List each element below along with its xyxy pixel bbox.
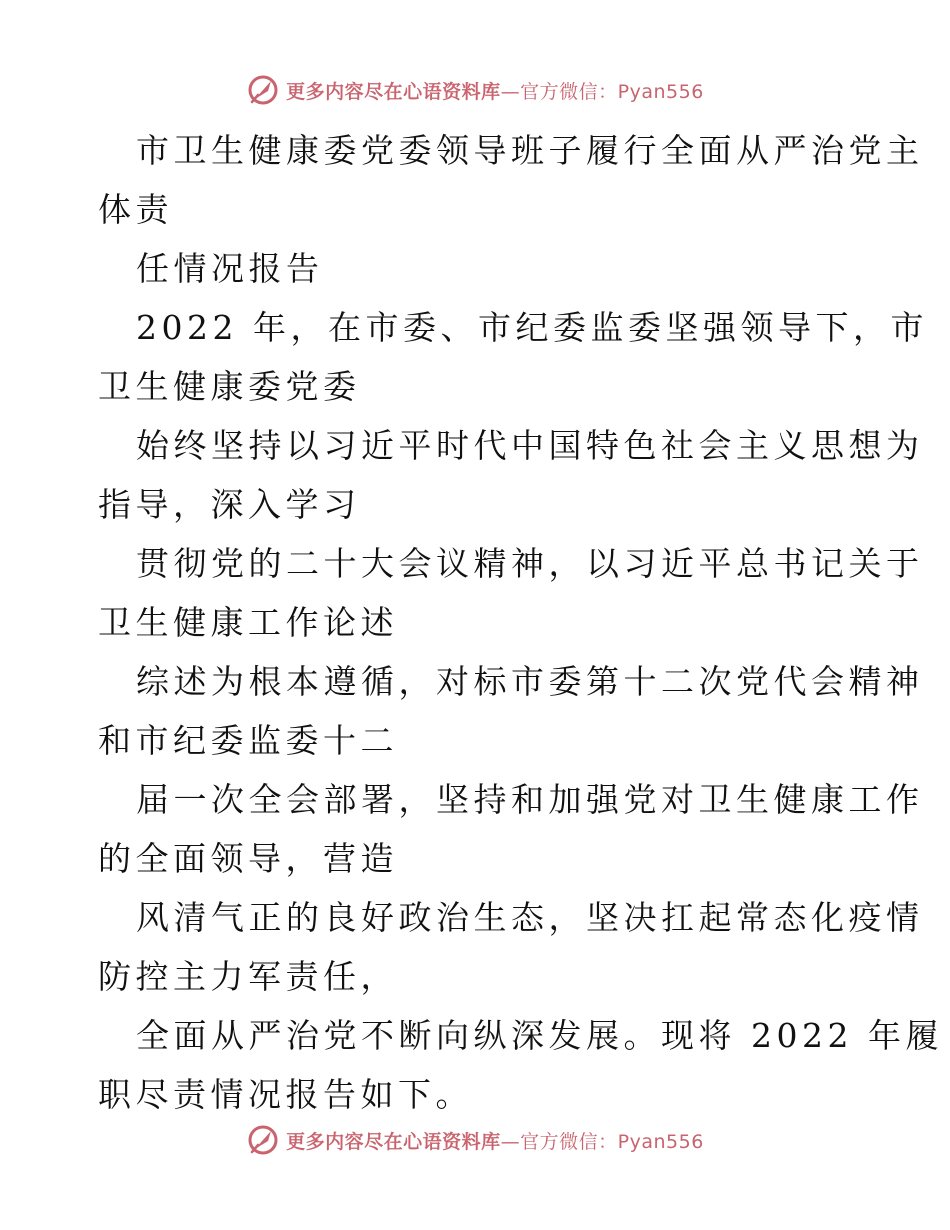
watermark-site: 更多内容尽在心语资料库 bbox=[286, 1130, 501, 1153]
paragraph-line: 2022 年，在市委、市纪委监委坚强领导下，市 bbox=[136, 308, 928, 347]
paragraph-line: 职尽责情况报告如下。 bbox=[98, 1075, 473, 1114]
footer-watermark bbox=[0, 1120, 950, 1160]
header-watermark bbox=[0, 70, 950, 110]
watermark-contact: 官方微信：Pyan556 bbox=[520, 1130, 704, 1153]
watermark-separator: — bbox=[500, 1130, 521, 1153]
paragraph-line: 风清气正的良好政治生态，坚决扛起常态化疫情 bbox=[136, 898, 924, 937]
document-body bbox=[98, 121, 943, 1124]
watermark-contact: 官方微信：Pyan556 bbox=[520, 80, 704, 103]
quill-logo-icon bbox=[246, 1123, 280, 1157]
paragraph-line: 全面从严治党不断向纵深发展。现将 2022 年履 bbox=[136, 1016, 943, 1055]
paragraph-line: 任情况报告 bbox=[136, 249, 324, 288]
watermark-text bbox=[286, 77, 704, 104]
paragraph-line: 始终坚持以习近平时代中国特色社会主义思想为 bbox=[136, 426, 924, 465]
paragraph-line: 的全面领导，营造 bbox=[98, 839, 398, 878]
paragraph-line: 市卫生健康委党委领导班子履行全面从严治党主 bbox=[136, 131, 924, 170]
paragraph-line: 卫生健康工作论述 bbox=[98, 603, 398, 642]
paragraph-line: 防控主力军责任， bbox=[98, 957, 398, 996]
paragraph-line: 和市纪委监委十二 bbox=[98, 721, 398, 760]
watermark-text bbox=[286, 1127, 704, 1154]
quill-logo-icon bbox=[246, 73, 280, 107]
paragraph-line: 指导，深入学习 bbox=[98, 485, 361, 524]
paragraph-line: 卫生健康委党委 bbox=[98, 367, 361, 406]
watermark-separator: — bbox=[500, 80, 521, 103]
watermark-site: 更多内容尽在心语资料库 bbox=[286, 80, 501, 103]
paragraph-line: 综述为根本遵循，对标市委第十二次党代会精神 bbox=[136, 662, 924, 701]
paragraph-line: 体责 bbox=[98, 190, 173, 229]
paragraph-line: 贯彻党的二十大会议精神，以习近平总书记关于 bbox=[136, 544, 924, 583]
paragraph-line: 届一次全会部署，坚持和加强党对卫生健康工作 bbox=[136, 780, 924, 819]
